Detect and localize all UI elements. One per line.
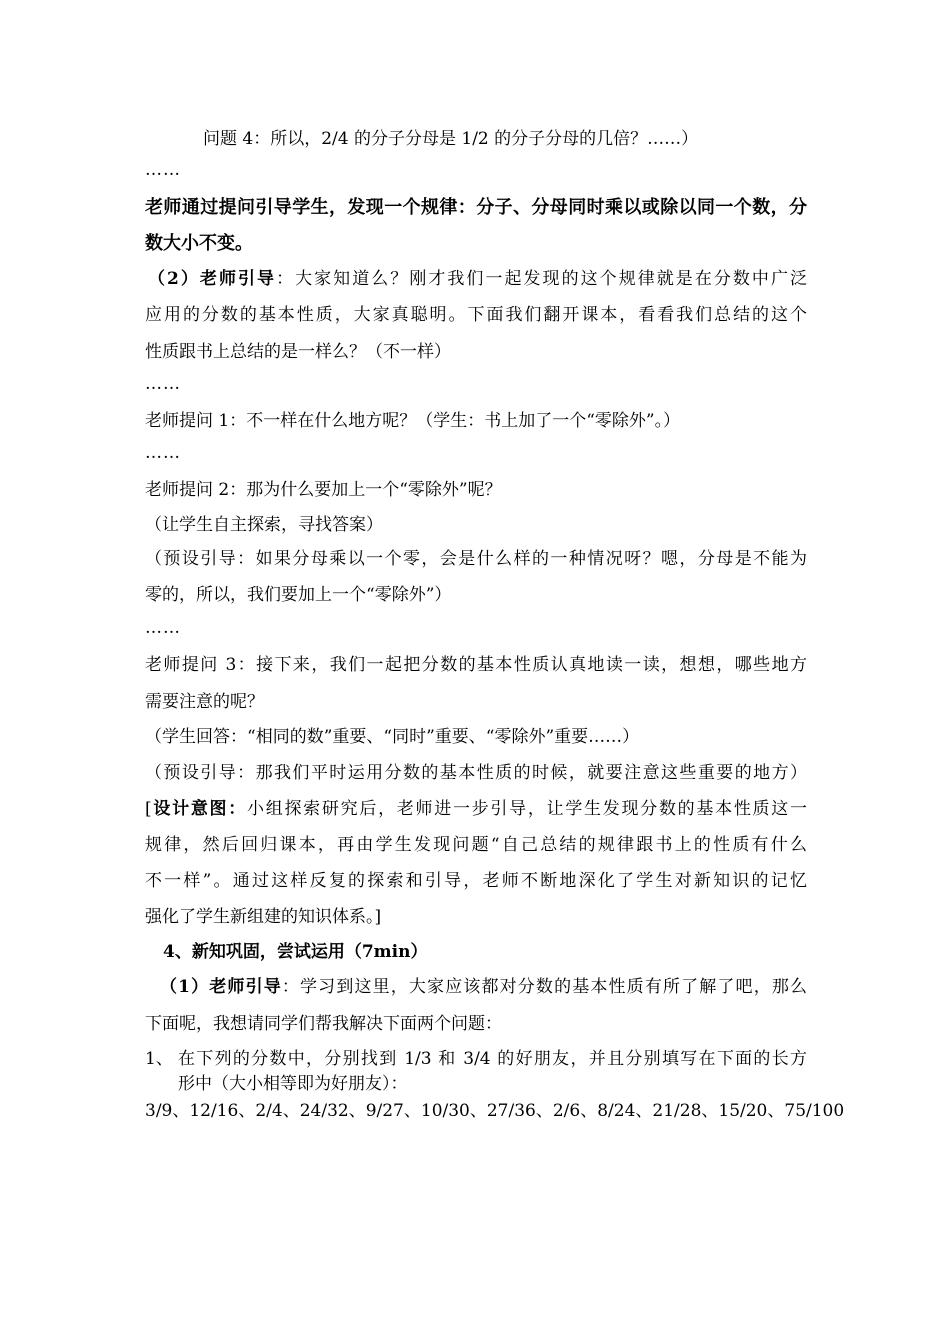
teacher-question-3-line-1: 老师提问 3：接下来，我们一起把分数的基本性质认真地读一读，想想，哪些地方	[145, 655, 807, 675]
teacher-guide-2-line-3: 性质跟书上总结的是一样么？（不一样）	[145, 342, 451, 362]
design-intent-bracket: [	[145, 799, 152, 819]
design-intent-label: 设计意图：	[151, 799, 247, 819]
teacher-guide-1-line-2: 下面呢，我想请同学们帮我解决下面两个问题：	[145, 1014, 502, 1034]
design-intent-line-4: 强化了学生新组建的知识体系。]	[145, 907, 382, 927]
preset-guide-2: （预设引导：那我们平时运用分数的基本性质的时候，就要注意这些重要的地方）	[145, 763, 807, 783]
ellipsis-line: ……	[145, 374, 181, 394]
design-intent-line-2: 规律，然后回归课本，再由学生发现问题“自己总结的规律跟书上的性质有什么	[145, 835, 807, 855]
teacher-guide-2-line-1	[148, 267, 807, 291]
teacher-guide-2-label: （2）老师引导	[148, 269, 277, 289]
ellipsis-line: ……	[145, 443, 181, 463]
teacher-guide-1-line-1	[160, 975, 807, 999]
preset-guide-1-line-1: （预设引导：如果分母乘以一个零，会是什么样的一种情况呀？嗯，分母是不能为	[145, 549, 807, 569]
task-1-line-1: 在下列的分数中，分别找到 1/3 和 3/4 的好朋友，并且分别填写在下面的长方	[178, 1049, 807, 1069]
student-answer: （学生回答：“相同的数”重要、“同时”重要、“零除外”重要……）	[145, 727, 640, 747]
task-1-line-2: 形中（大小相等即为好朋友）：	[178, 1074, 408, 1094]
ellipsis-line: ……	[145, 160, 181, 180]
teacher-guide-2-line-2: 应用的分数的基本性质，大家真聪明。下面我们翻开课本，看看我们总结的这个	[145, 305, 807, 325]
task-1-number: 1、	[145, 1049, 173, 1069]
design-intent-text: 小组探索研究后，老师进一步引导，让学生发现分数的基本性质这一	[247, 799, 808, 819]
rule-line-1: 老师通过提问引导学生，发现一个规律：分子、分母同时乘以或除以同一个数，分	[145, 197, 807, 218]
teacher-question-3-line-2: 需要注意的呢？	[145, 692, 264, 712]
preset-guide-1-line-2: 零的，所以，我们要加上一个“零除外”）	[145, 585, 452, 605]
section-4-heading: 4、新知巩固，尝试运用（7min）	[163, 942, 428, 962]
rule-line-2: 数大小不变。	[145, 233, 253, 254]
explore-note: （让学生自主探索，寻找答案）	[145, 515, 383, 535]
teacher-question-1: 老师提问 1：不一样在什么地方呢？（学生：书上加了一个“零除外”。）	[145, 411, 681, 431]
fraction-list: 3/9、12/16、2/4、24/32、9/27、10/30、27/36、2/6、8/24、21/28、15/20、75/100	[145, 1101, 845, 1121]
question-4-line: 问题 4：所以，2/4 的分子分母是 1/2 的分子分母的几倍？……）	[203, 129, 699, 149]
teacher-question-2: 老师提问 2：那为什么要加上一个“零除外”呢？	[145, 480, 502, 500]
teacher-guide-1-text: ：学习到这里，大家应该都对分数的基本性质有所了解了吧，那么	[281, 977, 807, 997]
teacher-guide-2-text: ：大家知道么？刚才我们一起发现的这个规律就是在分数中广泛	[276, 269, 807, 289]
design-intent-line-3: 不一样”。通过这样反复的探索和引导，老师不断地深化了学生对新知识的记忆	[145, 871, 807, 891]
teacher-guide-1-label: （1）老师引导	[160, 977, 282, 997]
ellipsis-line: ……	[145, 618, 181, 638]
design-intent-line-1	[145, 797, 807, 821]
